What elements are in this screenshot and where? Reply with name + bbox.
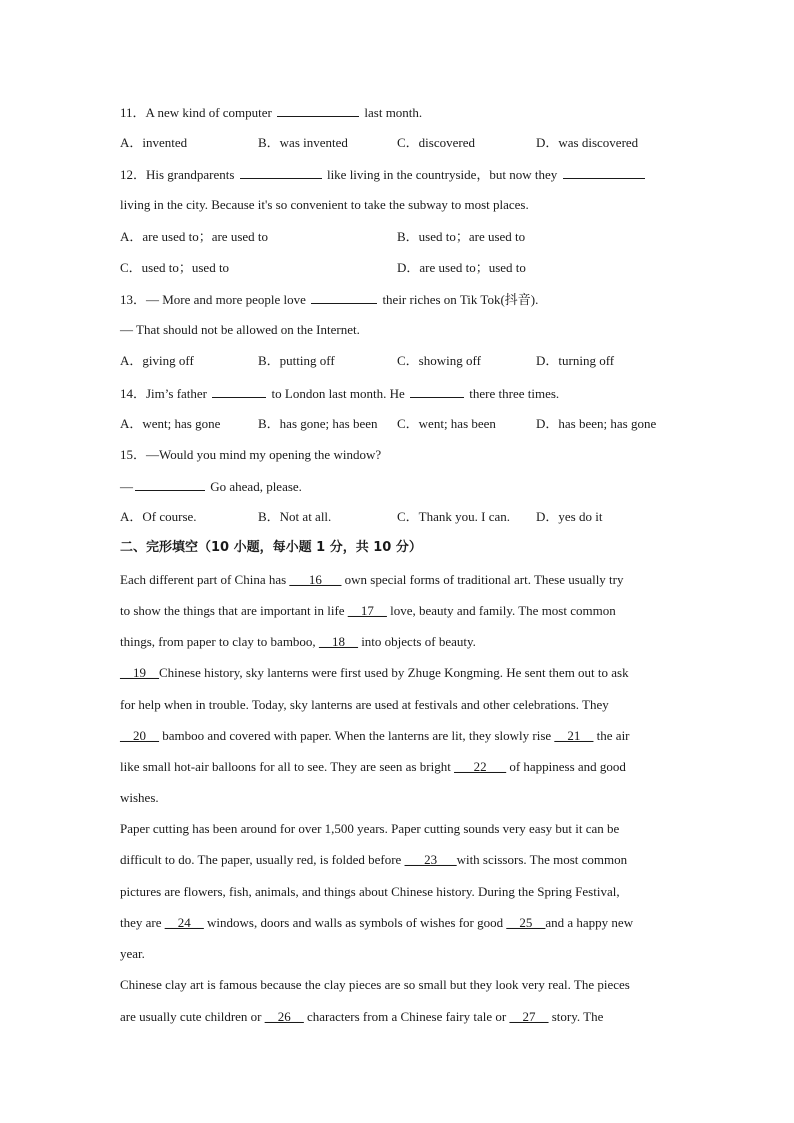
- question-13-line2: — That should not be allowed on the Internet.: [120, 322, 360, 337]
- passage-text: own special forms of traditional art. These usually try: [341, 572, 624, 587]
- q14-option-b[interactable]: B．has gone; has been: [258, 416, 378, 431]
- answer-blank[interactable]: [240, 166, 322, 179]
- passage-text: bamboo and covered with paper. When the lanterns are lit, they slowly rise: [159, 728, 555, 743]
- passage-line: [120, 915, 680, 931]
- passage-text: to show the things that are important in life: [120, 603, 348, 618]
- q14-stem-part: to London last month. He: [268, 386, 409, 401]
- answer-blank[interactable]: [135, 478, 205, 491]
- q15-option-d[interactable]: D．yes do it: [536, 509, 603, 524]
- question-12-line2: living in the city. Because it's so convenient to take the subway to most places.: [120, 197, 529, 212]
- passage-text: Chinese history, sky lanterns were first used by Zhuge Kongming. He sent them out to ask: [159, 665, 629, 680]
- passage-line: [120, 603, 680, 619]
- answer-blank[interactable]: [563, 166, 645, 179]
- blank-27[interactable]: __27__: [509, 1009, 549, 1024]
- passage-line: [120, 728, 680, 744]
- passage-text: story. The: [548, 1009, 604, 1024]
- blank-16[interactable]: ___16___: [289, 572, 342, 587]
- passage-text: of happiness and good: [506, 759, 626, 774]
- blank-19[interactable]: __19__: [120, 665, 159, 680]
- passage-line: [120, 572, 680, 588]
- q12-stem-part: like living in the countryside，but now they: [323, 167, 561, 182]
- answer-blank[interactable]: [311, 291, 377, 304]
- q13-option-a[interactable]: A．giving off: [120, 353, 194, 368]
- question-15-stem: 15．—Would you mind my opening the window?: [120, 447, 382, 462]
- passage-text: and a happy new: [545, 915, 634, 930]
- q11-option-d[interactable]: D．was discovered: [536, 135, 639, 150]
- passage-line: [120, 852, 680, 868]
- passage-text: the air: [593, 728, 630, 743]
- passage-line: wishes.: [120, 790, 159, 805]
- passage-text: characters from a Chinese fairy tale or: [303, 1009, 510, 1024]
- q14-option-d[interactable]: D．has been; has gone: [536, 416, 657, 431]
- q14-option-c[interactable]: C．went; has been: [397, 416, 496, 431]
- q13-option-c[interactable]: C．showing off: [397, 353, 481, 368]
- answer-blank[interactable]: [277, 104, 359, 117]
- q15-option-c[interactable]: C．Thank you. I can.: [397, 509, 511, 524]
- blank-18[interactable]: __18__: [318, 634, 358, 649]
- passage-line: [120, 759, 680, 775]
- passage-line: Paper cutting has been around for over 1,500 years. Paper cutting sounds very easy but it can be: [120, 821, 620, 836]
- blank-20[interactable]: __20__: [120, 728, 159, 743]
- passage-text: Each different part of China has: [120, 572, 290, 587]
- passage-line: pictures are flowers, fish, animals, and things about Chinese history. During the Spring Festival,: [120, 884, 620, 899]
- q12-stem-part: 12．His grandparents: [120, 167, 238, 182]
- q13-option-d[interactable]: D．turning off: [536, 353, 615, 368]
- q11-option-a[interactable]: A．invented: [120, 135, 188, 150]
- passage-text: windows, doors and walls as symbols of wishes for good: [203, 915, 507, 930]
- blank-26[interactable]: __26__: [264, 1009, 304, 1024]
- q12-option-d[interactable]: D．are used to；used to: [397, 260, 526, 275]
- blank-24[interactable]: __24__: [164, 915, 204, 930]
- passage-text: like small hot-air balloons for all to see. They are seen as bright: [120, 759, 455, 774]
- passage-text: difficult to do. The paper, usually red, is folded before: [120, 852, 405, 867]
- q15-reply: Go ahead, please.: [207, 479, 302, 494]
- q15-option-a[interactable]: A．Of course.: [120, 509, 197, 524]
- passage-text: with scissors. The most common: [456, 852, 628, 867]
- q11-option-b[interactable]: B．was invented: [258, 135, 348, 150]
- passage-line: [120, 1009, 680, 1025]
- q11-option-c[interactable]: C．discovered: [397, 135, 475, 150]
- blank-21[interactable]: __21__: [554, 728, 594, 743]
- passage-text: they are: [120, 915, 165, 930]
- passage-text: love, beauty and family. The most common: [386, 603, 616, 618]
- q12-option-a[interactable]: A．are used to；are used to: [120, 229, 269, 244]
- q14-stem-part: 14．Jim’s father: [120, 386, 211, 401]
- question-13-stem: [120, 291, 680, 308]
- passage-line: for help when in trouble. Today, sky lanterns are used at festivals and other celebrations. They: [120, 697, 609, 712]
- blank-25[interactable]: __25__: [506, 915, 546, 930]
- answer-blank[interactable]: [410, 385, 464, 398]
- passage-line: [120, 634, 680, 650]
- question-15-line2: [120, 478, 680, 495]
- passage-text: things, from paper to clay to bamboo,: [120, 634, 319, 649]
- passage-line: [120, 665, 680, 681]
- q13-stem-part: 13．— More and more people love: [120, 292, 310, 307]
- q12-option-c[interactable]: C．used to；used to: [120, 260, 230, 275]
- blank-22[interactable]: ___22___: [454, 759, 507, 774]
- q11-stem-part: 11．A new kind of computer: [120, 105, 276, 120]
- q13-stem-part: their riches on Tik Tok(抖音).: [379, 292, 539, 307]
- q12-option-b[interactable]: B．used to；are used to: [397, 229, 526, 244]
- question-14-stem: [120, 385, 680, 402]
- passage-text: are usually cute children or: [120, 1009, 265, 1024]
- blank-17[interactable]: __17__: [347, 603, 387, 618]
- q11-stem-part: last month.: [361, 105, 423, 120]
- q15-dash: —: [120, 479, 133, 494]
- section-title: 二、完形填空（10 小题，每小题 1 分，共 10 分）: [120, 540, 422, 555]
- blank-23[interactable]: ___23___: [404, 852, 457, 867]
- q14-stem-part: there three times.: [466, 386, 560, 401]
- q13-option-b[interactable]: B．putting off: [258, 353, 335, 368]
- q15-option-b[interactable]: B．Not at all.: [258, 509, 332, 524]
- passage-text: into objects of beauty.: [357, 634, 476, 649]
- question-11-stem: [120, 104, 680, 121]
- question-12-stem: [120, 166, 680, 183]
- q14-option-a[interactable]: A．went; has gone: [120, 416, 221, 431]
- passage-line: year.: [120, 946, 145, 961]
- passage-line: Chinese clay art is famous because the clay pieces are so small but they look very real. The pieces: [120, 977, 630, 992]
- answer-blank[interactable]: [212, 385, 266, 398]
